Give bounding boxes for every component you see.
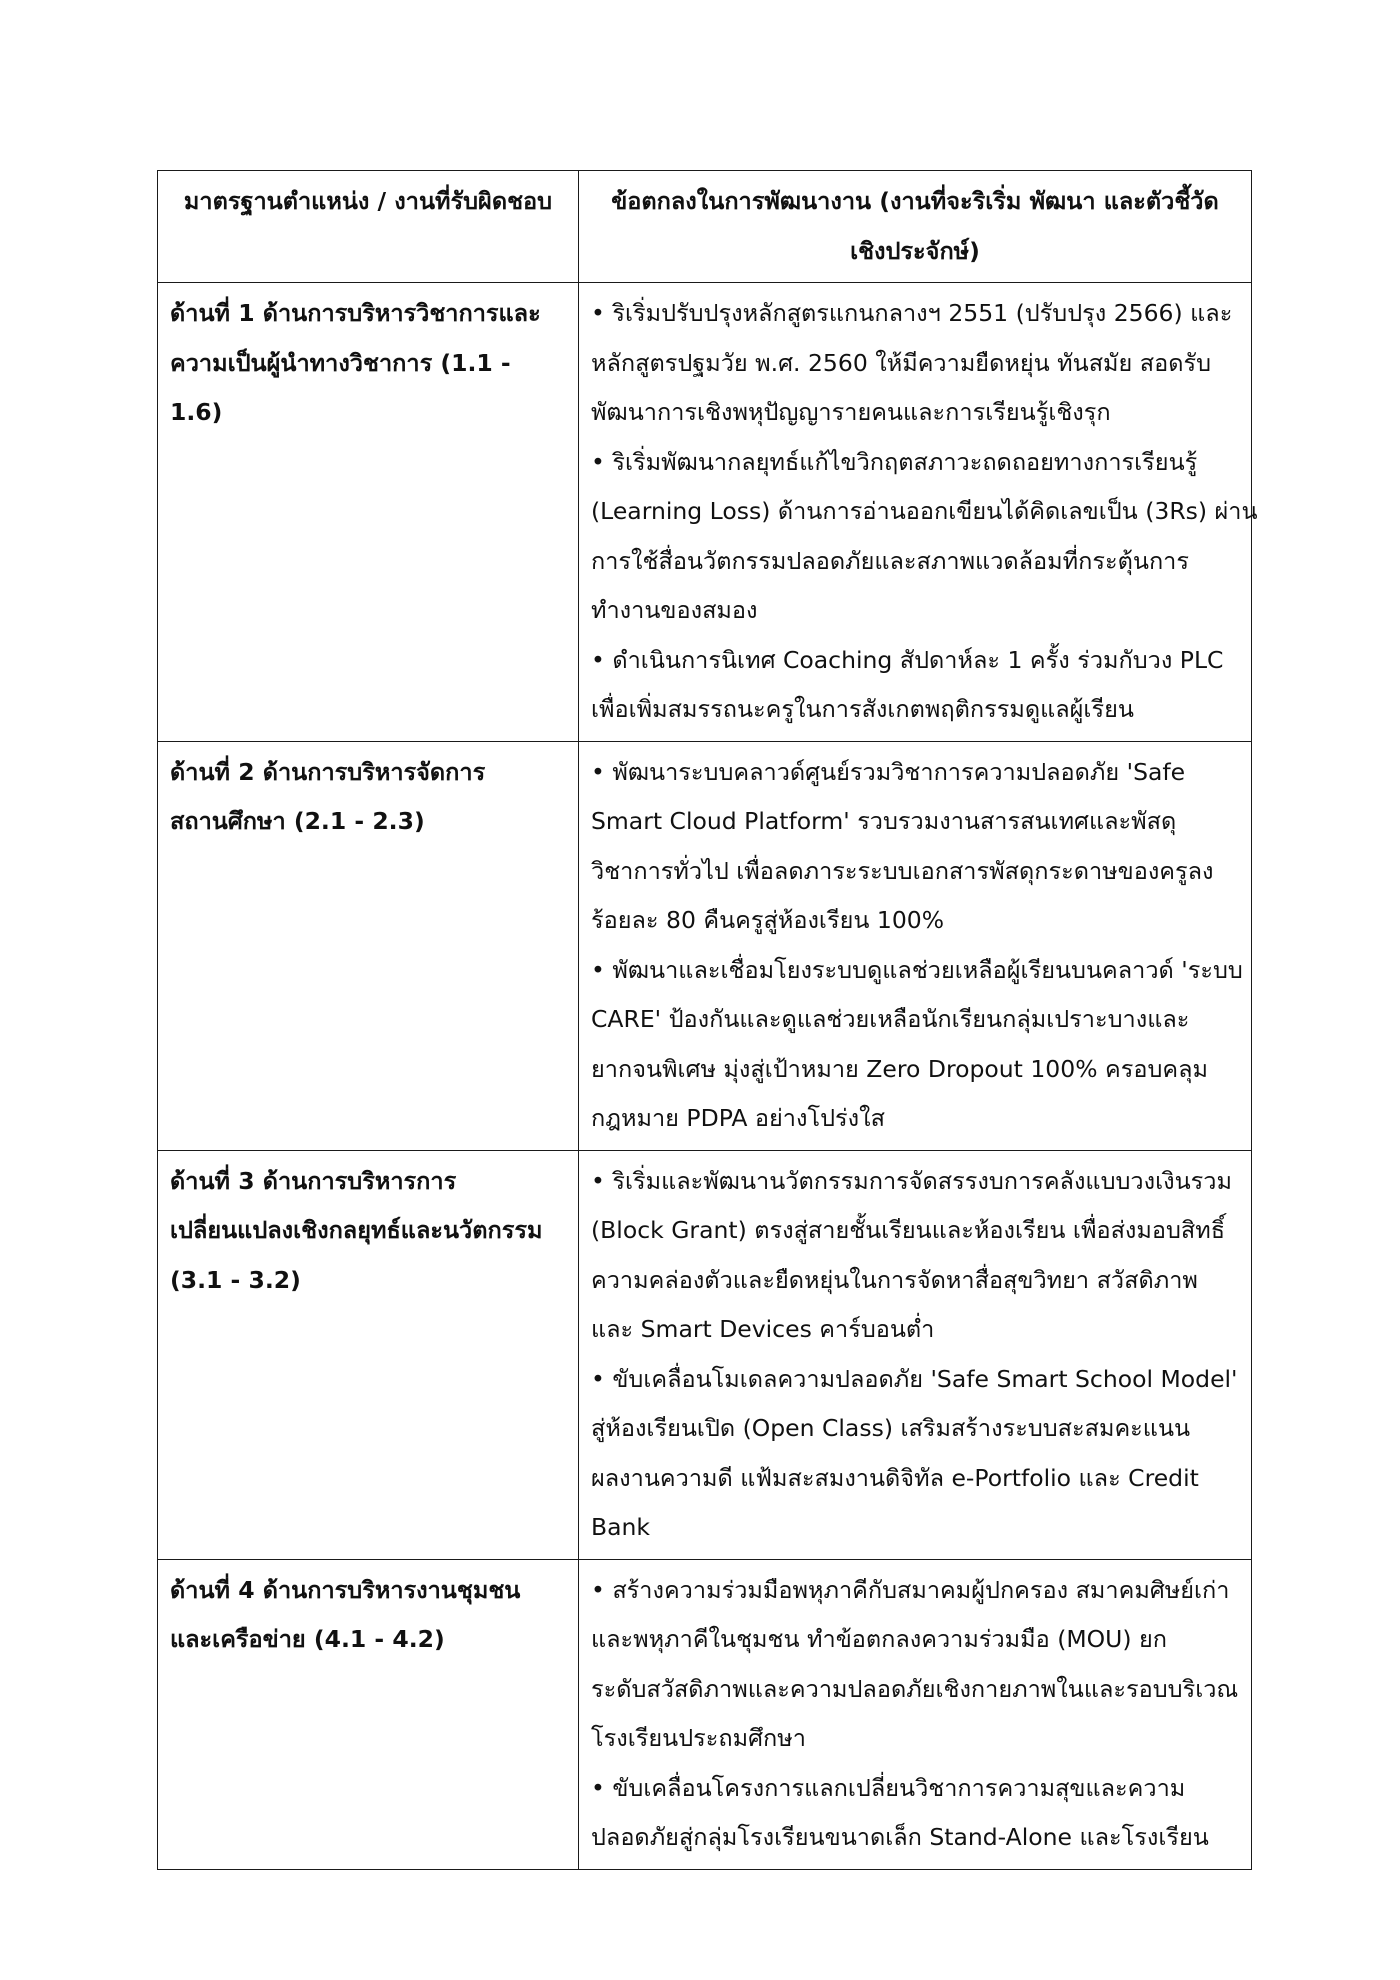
list-item xyxy=(591,946,1243,1144)
item-line: • ขับเคลื่อนโมเดลความปลอดภัย 'Safe Smart School Model' xyxy=(591,1364,1238,1393)
item-line: • ริเริ่มปรับปรุงหลักสูตรแกนกลางฯ 2551 (ปรับปรุง 2566) และ xyxy=(591,299,1233,327)
list-item xyxy=(591,1764,1239,1863)
agreement-cell xyxy=(579,741,1252,1150)
item-line: และ Smart Devices คาร์บอนต่ำ xyxy=(591,1315,935,1343)
area-line: เปลี่ยนแปลงเชิงกลยุทธ์และนวัตกรรม xyxy=(170,1216,543,1244)
area-line: ด้านที่ 3 ด้านการบริหารการ xyxy=(170,1166,457,1195)
item-line: ปลอดภัยสู่กลุ่มโรงเรียนขนาดเล็ก Stand-Alone และโรงเรียน xyxy=(591,1823,1209,1851)
header-right-line-2: เชิงประจักษ์) xyxy=(850,236,980,265)
item-line: โรงเรียนประถมศึกษา xyxy=(591,1724,806,1752)
item-line: สู่ห้องเรียนเปิด (Open Class) เสริมสร้างระบบสะสมคะแนน xyxy=(591,1414,1191,1442)
item-line: ความคล่องตัวและยืดหยุ่นในการจัดหาสื่อสุขวิทยา สวัสดิภาพ xyxy=(591,1265,1198,1294)
area-cell xyxy=(158,741,579,1150)
item-line: หลักสูตรปฐมวัย พ.ศ. 2560 ให้มีความยืดหยุ่น ทันสมัย สอดรับ xyxy=(591,348,1212,377)
item-line: ระดับสวัสดิภาพและความปลอดภัยเชิงกายภาพในและรอบบริเวณ xyxy=(591,1674,1239,1703)
area-line: (3.1 - 3.2) xyxy=(170,1265,301,1294)
item-line: • พัฒนาระบบคลาวด์ศูนย์รวมวิชาการความปลอดภัย 'Safe xyxy=(591,757,1186,786)
agreement-cell xyxy=(579,1150,1252,1559)
item-line: ยากจนพิเศษ มุ่งสู่เป้าหมาย Zero Dropout 100% ครอบคลุม xyxy=(591,1054,1208,1083)
header-left-text: มาตรฐานตำแหน่ง / งานที่รับผิดชอบ xyxy=(183,187,553,215)
area-line: ด้านที่ 2 ด้านการบริหารจัดการ xyxy=(170,757,486,786)
item-line: • ดำเนินการนิเทศ Coaching สัปดาห์ละ 1 ครั้ง ร่วมกับวง PLC xyxy=(591,645,1224,674)
area-line: ด้านที่ 1 ด้านการบริหารวิชาการและ xyxy=(170,299,541,327)
item-line: Smart Cloud Platform' รวบรวมงานสารสนเทศและพัสดุ xyxy=(591,807,1177,835)
item-line: ร้อยละ 80 คืนครูสู่ห้องเรียน 100% xyxy=(591,906,945,934)
list-item xyxy=(591,289,1239,438)
item-line: • ขับเคลื่อนโครงการแลกเปลี่ยนวิชาการความสุขและความ xyxy=(591,1773,1186,1802)
item-line: • ริเริ่มและพัฒนานวัตกรรมการจัดสรรงบการคลังแบบวงเงินรวม xyxy=(591,1166,1232,1195)
item-line: Bank xyxy=(591,1513,651,1541)
area-cell xyxy=(158,283,579,742)
agreement-cell xyxy=(579,283,1258,742)
development-agreement-table xyxy=(157,170,1258,1870)
list-item xyxy=(591,1355,1239,1553)
item-line: ทำงานของสมอง xyxy=(591,596,758,624)
area-line: ด้านที่ 4 ด้านการบริหารงานชุมชน xyxy=(170,1575,521,1604)
item-line: (Learning Loss) ด้านการอ่านออกเขียนได้คิดเลขเป็น (3Rs) ผ่าน xyxy=(591,497,1258,525)
agreement-cell xyxy=(579,1559,1252,1869)
table-row xyxy=(158,741,1252,1150)
item-line: • สร้างความร่วมมือพหุภาคีกับสมาคมผู้ปกครอง สมาคมศิษย์เก่า xyxy=(591,1575,1230,1604)
list-item xyxy=(591,1157,1239,1355)
list-item xyxy=(591,1566,1239,1764)
list-item xyxy=(591,636,1239,735)
area-line: และเครือข่าย (4.1 - 4.2) xyxy=(170,1625,445,1653)
list-item xyxy=(591,438,1258,636)
table-header-row xyxy=(158,171,1252,283)
item-line: (Block Grant) ตรงสู่สายชั้นเรียนและห้องเรียน เพื่อส่งมอบสิทธิ์ xyxy=(591,1216,1226,1244)
item-line: และพหุภาคีในชุมชน ทำข้อตกลงความร่วมมือ (MOU) ยก xyxy=(591,1625,1168,1653)
table-row xyxy=(158,1150,1252,1559)
table-row xyxy=(158,283,1252,742)
table-row xyxy=(158,1559,1252,1869)
list-item xyxy=(591,748,1239,946)
item-line: พัฒนาการเชิงพหุปัญญารายคนและการเรียนรู้เชิงรุก xyxy=(591,398,1111,426)
item-line: เพื่อเพิ่มสมรรถนะครูในการสังเกตพฤติกรรมดูแลผู้เรียน xyxy=(591,695,1134,723)
item-line: • ริเริ่มพัฒนากลยุทธ์แก้ไขวิกฤตสภาวะถดถอยทางการเรียนรู้ xyxy=(591,447,1198,476)
header-development-agreement xyxy=(579,171,1252,283)
item-line: กฎหมาย PDPA อย่างโปร่งใส xyxy=(591,1104,885,1132)
item-line: ผลงานความดี แฟ้มสะสมงานดิจิทัล e-Portfolio และ Credit xyxy=(591,1463,1199,1492)
area-line: ความเป็นผู้นำทางวิชาการ (1.1 - 1.6) xyxy=(170,348,511,426)
area-cell xyxy=(158,1559,579,1869)
item-line: CARE' ป้องกันและดูแลช่วยเหลือนักเรียนกลุ่มเปราะบางและ xyxy=(591,1005,1190,1033)
item-line: การใช้สื่อนวัตกรรมปลอดภัยและสภาพแวดล้อมที่กระตุ้นการ xyxy=(591,546,1189,575)
header-position-standard xyxy=(158,171,579,283)
item-line: • พัฒนาและเชื่อมโยงระบบดูแลช่วยเหลือผู้เรียนบนคลาวด์ 'ระบบ xyxy=(591,955,1243,984)
header-right-line-1: ข้อตกลงในการพัฒนางาน (งานที่จะริเริ่ม พัฒนา และตัวชี้วัด xyxy=(611,187,1219,215)
item-line: วิชาการทั่วไป เพื่อลดภาระระบบเอกสารพัสดุกระดาษของครูลง xyxy=(591,856,1214,885)
area-line: สถานศึกษา (2.1 - 2.3) xyxy=(170,807,425,835)
area-cell xyxy=(158,1150,579,1559)
